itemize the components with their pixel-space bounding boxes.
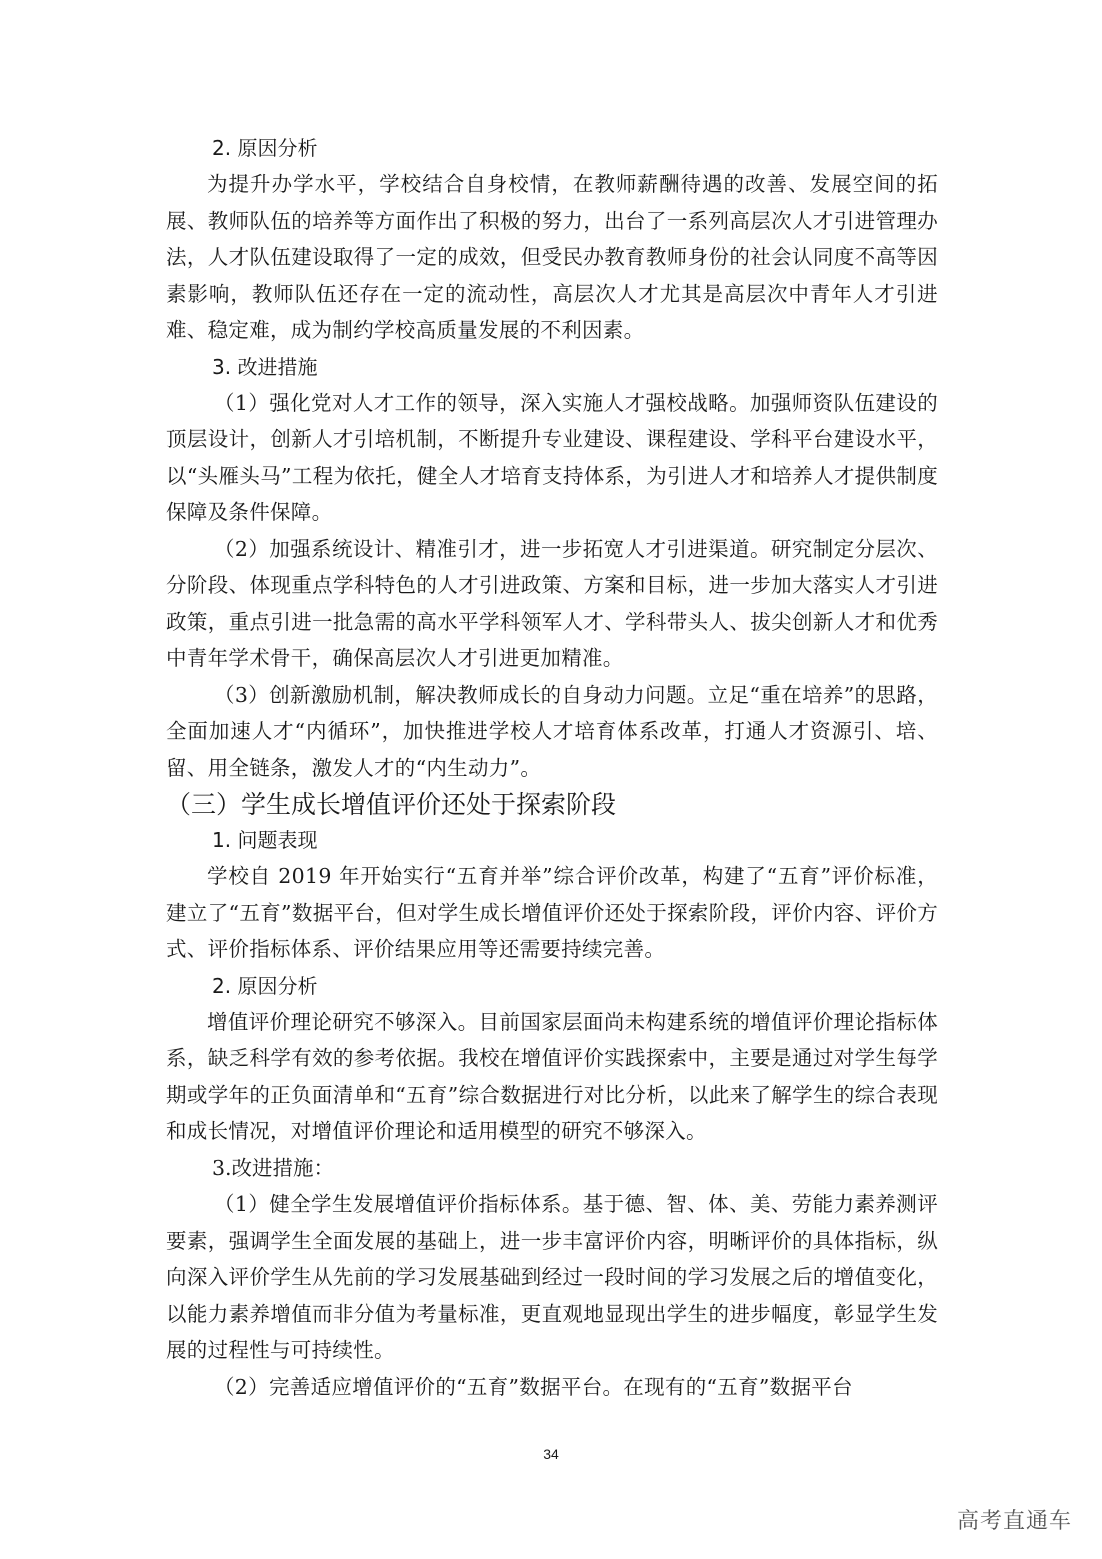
cause-heading: 2. 原因分析 (212, 136, 318, 160)
cause-2-paragraph: 增值评价理论研究不够深入。目前国家层面尚未构建系统的增值评价理论指标体系，缺乏科学有效的参考依据。我校在增值评价实践探索中，主要是通过对学生每学期或学年的正负面清单和“五育”综合数据进行对比分析，以此来了解学生的综合表现和成长情况，对增值评价理论和适用模型的研究不够深入。 (166, 1009, 938, 1143)
page-number: 34 (543, 1446, 559, 1462)
section-3-title: （三）学生成长增值评价还处于探索阶段 (166, 790, 617, 819)
measure-2-2-paragraph: （2）完善适应增值评价的“五育”数据平台。在现有的“五育”数据平台 (214, 1374, 853, 1399)
cause-2-heading: 2. 原因分析 (212, 973, 318, 998)
measure-3-paragraph: （3）创新激励机制，解决教师成长的自身动力问题。立足“重在培养”的思路，全面加速人才“内循环”，加快推进学校人才培育体系改革，打通人才资源引、培、留、用全链条，激发人才的“内生动力”。 (166, 682, 938, 780)
cause-paragraph: 为提升办学水平，学校结合自身校情，在教师薪酬待遇的改善、发展空间的拓展、教师队伍的培养等方面作出了积极的努力，出台了一系列高层次人才引进管理办法，人才队伍建设取得了一定的成效，但受民办教育教师身份的社会认同度不高等因素影响，教师队伍还存在一定的流动性，高层次人才尤其是高层次中青年人才引进难、稳定难，成为制约学校高质量发展的不利因素。 (166, 172, 938, 342)
problem-paragraph: 学校自 2019 年开始实行“五育并举”综合评价改革，构建了“五育”评价标准，建立了“五育”数据平台，但对学生成长增值评价还处于探索阶段，评价内容、评价方式、评价指标体系、评价结果应用等还需要持续完善。 (166, 864, 938, 961)
measures-heading: 3. 改进措施 (212, 354, 318, 379)
measure-2-1-paragraph: （1）健全学生发展增值评价指标体系。基于德、智、体、美、劳能力素养测评要素，强调学生全面发展的基础上，进一步丰富评价内容，明晰评价的具体指标，纵向深入评价学生从先前的学习发展基础到经过一段时间的学习发展之后的增值变化，以能力素养增值而非分值为考量标准，更直观地显现出学生的进步幅度，彰显学生发展的过程性与可持续性。 (166, 1192, 938, 1362)
measures-2-heading: 3.改进措施： (212, 1155, 335, 1180)
document-body (166, 130, 938, 1405)
problem-heading: 1. 问题表现 (212, 828, 318, 852)
watermark: 高考直通车 (956, 1509, 1072, 1534)
measure-2-paragraph: （2）加强系统设计、精准引才，进一步拓宽人才引进渠道。研究制定分层次、分阶段、体现重点学科特色的人才引进政策、方案和目标，进一步加大落实人才引进政策，重点引进一批急需的高水平学科领军人才、学科带头人、拔尖创新人才和优秀中青年学术骨干，确保高层次人才引进更加精准。 (166, 536, 938, 670)
measure-1-paragraph: （1）强化党对人才工作的领导，深入实施人才强校战略。加强师资队伍建设的顶层设计，创新人才引培机制，不断提升专业建设、课程建设、学科平台建设水平，以“头雁头马”工程为依托，健全人才培育支持体系，为引进人才和培养人才提供制度保障及条件保障。 (166, 390, 938, 524)
